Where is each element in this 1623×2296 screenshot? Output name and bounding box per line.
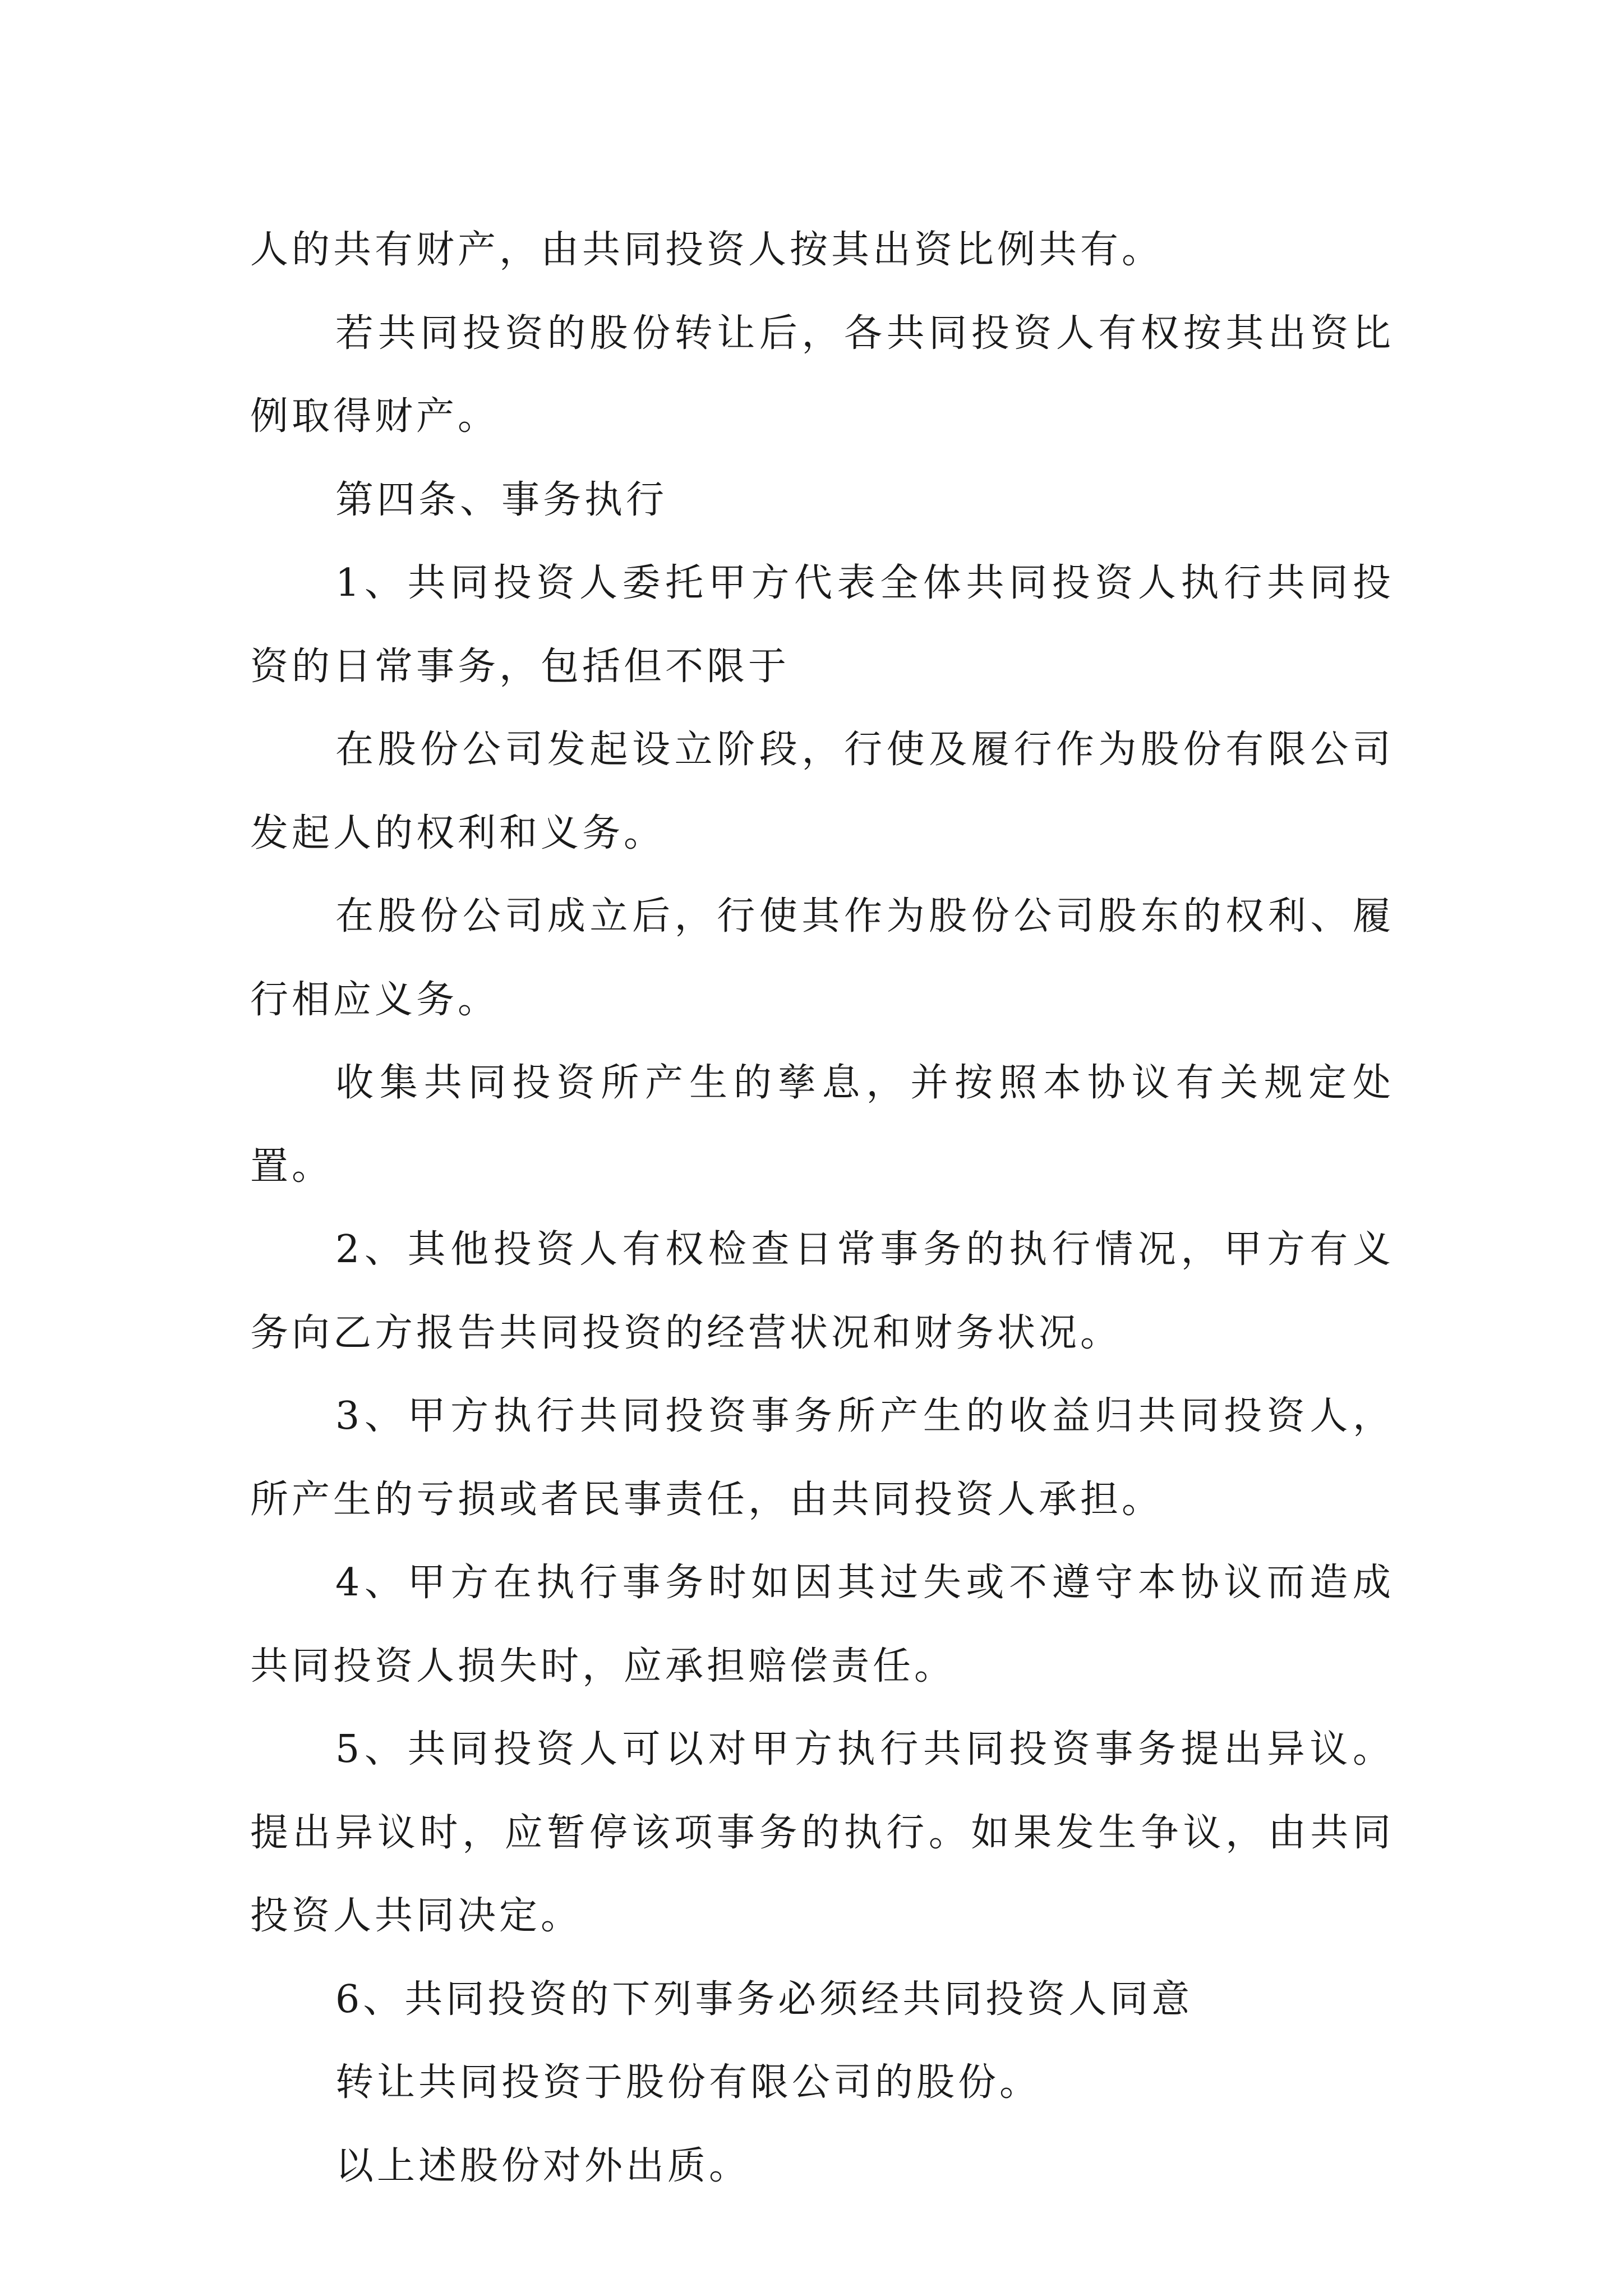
paragraph: 以上述股份对外出质。 <box>335 2143 751 2188</box>
paragraph: 在股份公司发起设立阶段，行使及履行作为股份有限公司发起人的权利和义务。 <box>250 728 1394 855</box>
paragraph: 收集共同投资所产生的孳息，并按照本协议有关规定处置。 <box>250 1061 1394 1189</box>
clause-item-1: 1、共同投资人委托甲方代表全体共同投资人执行共同投资的日常事务，包括但不限于 <box>250 561 1394 689</box>
paragraph: 若共同投资的股份转让后，各共同投资人有权按其出资比例取得财产。 <box>250 311 1394 439</box>
clause-item-3: 3、甲方执行共同投资事务所产生的收益归共同投资人，所产生的亏损或者民事责任，由共同投资人承担。 <box>250 1394 1394 1522</box>
clause-item-4: 4、甲方在执行事务时如因其过失或不遵守本协议而造成共同投资人损失时，应承担赔偿责任。 <box>250 1561 1394 1688</box>
paragraph: 在股份公司成立后，行使其作为股份公司股东的权利、履行相应义务。 <box>250 894 1394 1022</box>
clause-item-2: 2、其他投资人有权检查日常事务的执行情况，甲方有义务向乙方报告共同投资的经营状况和财务状况。 <box>250 1227 1394 1355</box>
clause-item-5: 5、共同投资人可以对甲方执行共同投资事务提出异议。提出异议时，应暂停该项事务的执行。如果发生争议，由共同投资人共同决定。 <box>250 1727 1394 1938</box>
section-heading: 第四条、事务执行 <box>335 477 668 522</box>
clause-item-6: 6、共同投资的下列事务必须经共同投资人同意 <box>335 1977 1193 2022</box>
document-body <box>250 209 1394 2208</box>
paragraph-continued: 人的共有财产，由共同投资人按其出资比例共有。 <box>250 228 1164 272</box>
paragraph: 转让共同投资于股份有限公司的股份。 <box>335 2060 1041 2105</box>
